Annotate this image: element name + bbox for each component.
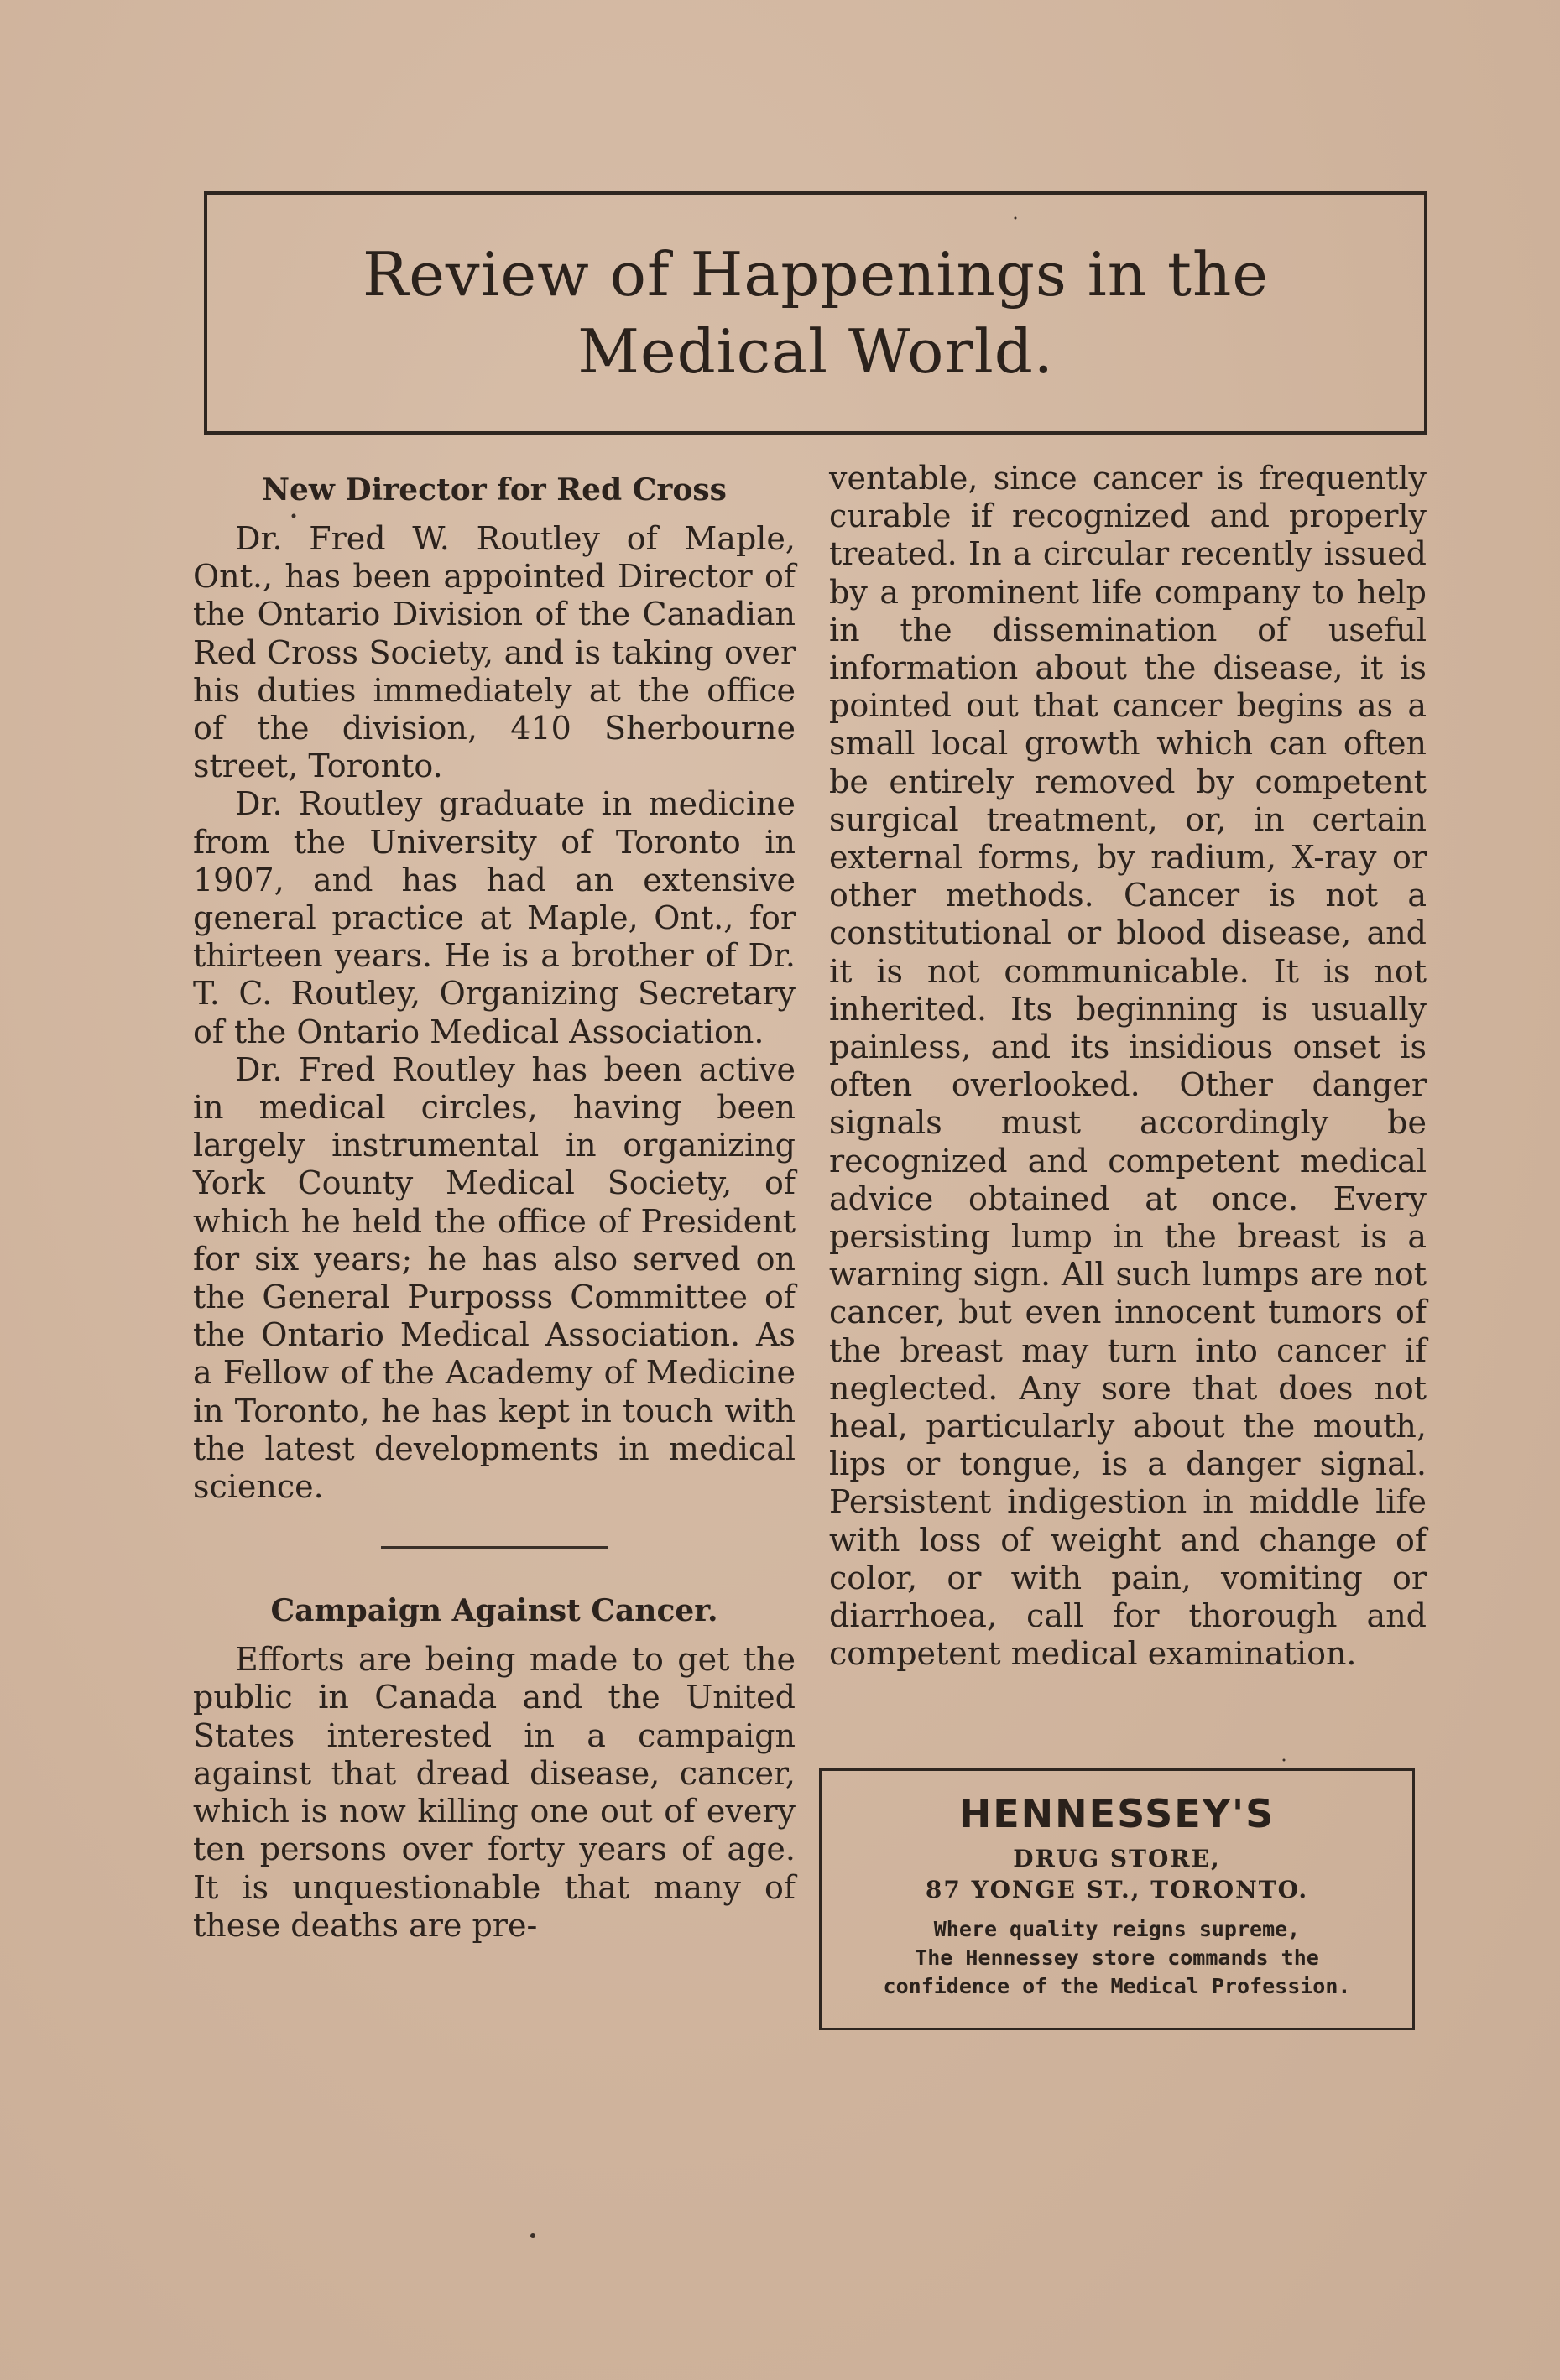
left-column: [193, 460, 796, 1945]
ad-store-type: DRUG STORE,: [1013, 1845, 1221, 1872]
ad-tagline-line: Where quality reigns supreme,: [933, 1917, 1301, 1941]
ad-tagline: [822, 1915, 1412, 2001]
article-paragraph: Dr. Fred W. Routley of Maple, Ont., has been appointed Director of the Ontario Division of the Canadian Red Cross Society, and is taking over his duties immediately at the office of the division, 410 Sherbourne street, Toronto.: [193, 520, 796, 785]
article-paragraph-continued: ventable, since cancer is frequently curable if recognized and properly treated. In a circular recently issued by a prominent life company to help in the dissemination of useful information about the disease, it is pointed out that cancer begins as a small local growth which can often be entirely removed by competent surgical treatment, or, in certain external forms, by radium, X-ray or other methods. Cancer is not a constitutional or blood disease, and it is not communicable. It is not inherited. Its beginning is usually painless, and its insidious onset is often overlooked. Other danger signals must accordingly be recognized and competent medical advice obtained at once. Every persisting lump in the breast is a warning sign. All such lumps are not cancer, but even innocent tumors of the breast may turn into cancer if neglected. Any sore that does not heal, particularly about the mouth, lips or tongue, is a danger signal. Persistent indigestion in middle life with loss of weight and change of color, or with pain, vomiting or diarrhoea, call for thorough and competent medical examination.: [829, 460, 1427, 1673]
article-paragraph: Dr. Fred Routley has been active in medical circles, having been largely instrumental in organizing York County Medical Society, of which he held the office of President for six years; he has also served on the General Purposss Committee of the Ontario Medical Association. As a Fellow of the Academy of Medicine in Toronto, he has kept in touch with the latest developments in medical science.: [193, 1050, 796, 1506]
article-paragraph: Efforts are being made to get the public in Canada and the United States interested in a campaign against that dread disease, cancer, which is now killing one out of every ten persons over forty years of age. It is unquestionable that many of these deaths are pre-: [193, 1641, 796, 1944]
article-heading-cancer: Campaign Against Cancer.: [270, 1593, 718, 1629]
ad-tagline-line: The Hennessey store commands the: [915, 1945, 1319, 1970]
right-column: [829, 460, 1427, 1674]
page-title: Review of Happenings in the Medical World.: [363, 239, 1269, 387]
ad-tagline-line: confidence of the Medical Profession.: [883, 1974, 1351, 1998]
advertisement-box: [819, 1768, 1415, 2030]
section-divider: [381, 1546, 608, 1549]
ad-address: 87 YONGE ST., TORONTO.: [925, 1876, 1309, 1903]
article-paragraph: Dr. Routley graduate in medicine from the University of Toronto in 1907, and has had an extensive general practice at Maple, Ont., for thirteen years. He is a brother of Dr. T. C. Routley, Organizing Secretary of the Ontario Medical Association.: [193, 785, 796, 1050]
ad-store-name: HENNESSEY'S: [958, 1791, 1276, 1836]
title-box: [204, 191, 1427, 435]
article-heading-red-cross: New Director for Red Cross: [262, 472, 727, 508]
